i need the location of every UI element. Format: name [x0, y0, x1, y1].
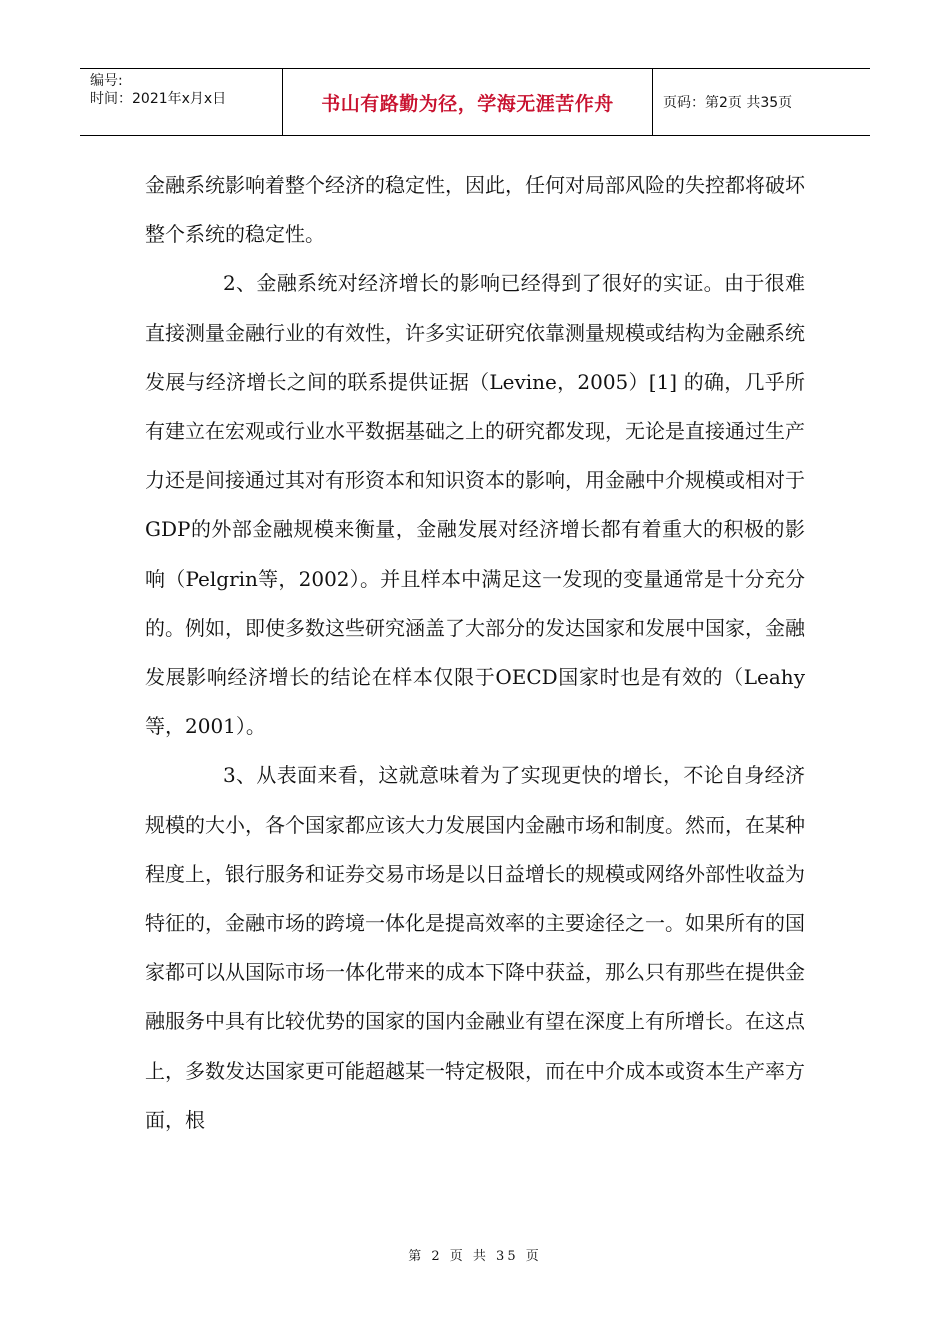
document-header — [80, 68, 870, 136]
paragraph-2: 2、金融系统对经济增长的影响已经得到了很好的实证。由于很难直接测量金融行业的有效性，许多实证研究依靠测量规模或结构为金融系统发展与经济增长之间的联系提供证据（Levine，2005）[1] 的确，几乎所有建立在宏观或行业水平数据基础之上的研究都发现，无论是直接通过生产力还是间接通过其对有形资本和知识资本的影响，用金融中介规模或相对于GDP的外部金融规模来衡量，金融发展对经济增长都有着重大的积极的影响（Pelgrin等，2002）。并且样本中满足这一发现的变量通常是十分充分的。例如，即使多数这些研究涵盖了大部分的发达国家和发展中国家，金融发展影响经济增长的结论在样本仅限于OECD国家时也是有效的（Leahy等，2001）。 — [145, 271, 805, 739]
page-footer: 第 2 页 共 35 页 — [408, 1249, 542, 1264]
serial-label: 编号: — [90, 73, 123, 89]
header-motto: 书山有路勤为径，学海无涯苦作舟 — [283, 69, 653, 135]
time-label: 时间：2021年x月x日 — [90, 91, 227, 107]
document-body — [145, 161, 805, 1145]
paragraph-1: 金融系统影响着整个经济的稳定性，因此，任何对局部风险的失控都将破坏整个系统的稳定性。 — [145, 173, 805, 247]
header-meta — [80, 69, 283, 135]
header-page-code: 页码：第2页 共35页 — [663, 95, 793, 111]
paragraph-3: 3、从表面来看，这就意味着为了实现更快的增长，不论自身经济规模的大小，各个国家都应该大力发展国内金融市场和制度。然而，在某种程度上，银行服务和证券交易市场是以日益增长的规模或网络外部性收益为特征的，金融市场的跨境一体化是提高效率的主要途径之一。如果所有的国家都可以从国际市场一体化带来的成本下降中获益，那么只有那些在提供金融服务中具有比较优势的国家的国内金融业有望在深度上有所增长。在这点上，多数发达国家更可能超越某一特定极限，而在中介成本或资本生产率方面，根 — [145, 763, 805, 1132]
